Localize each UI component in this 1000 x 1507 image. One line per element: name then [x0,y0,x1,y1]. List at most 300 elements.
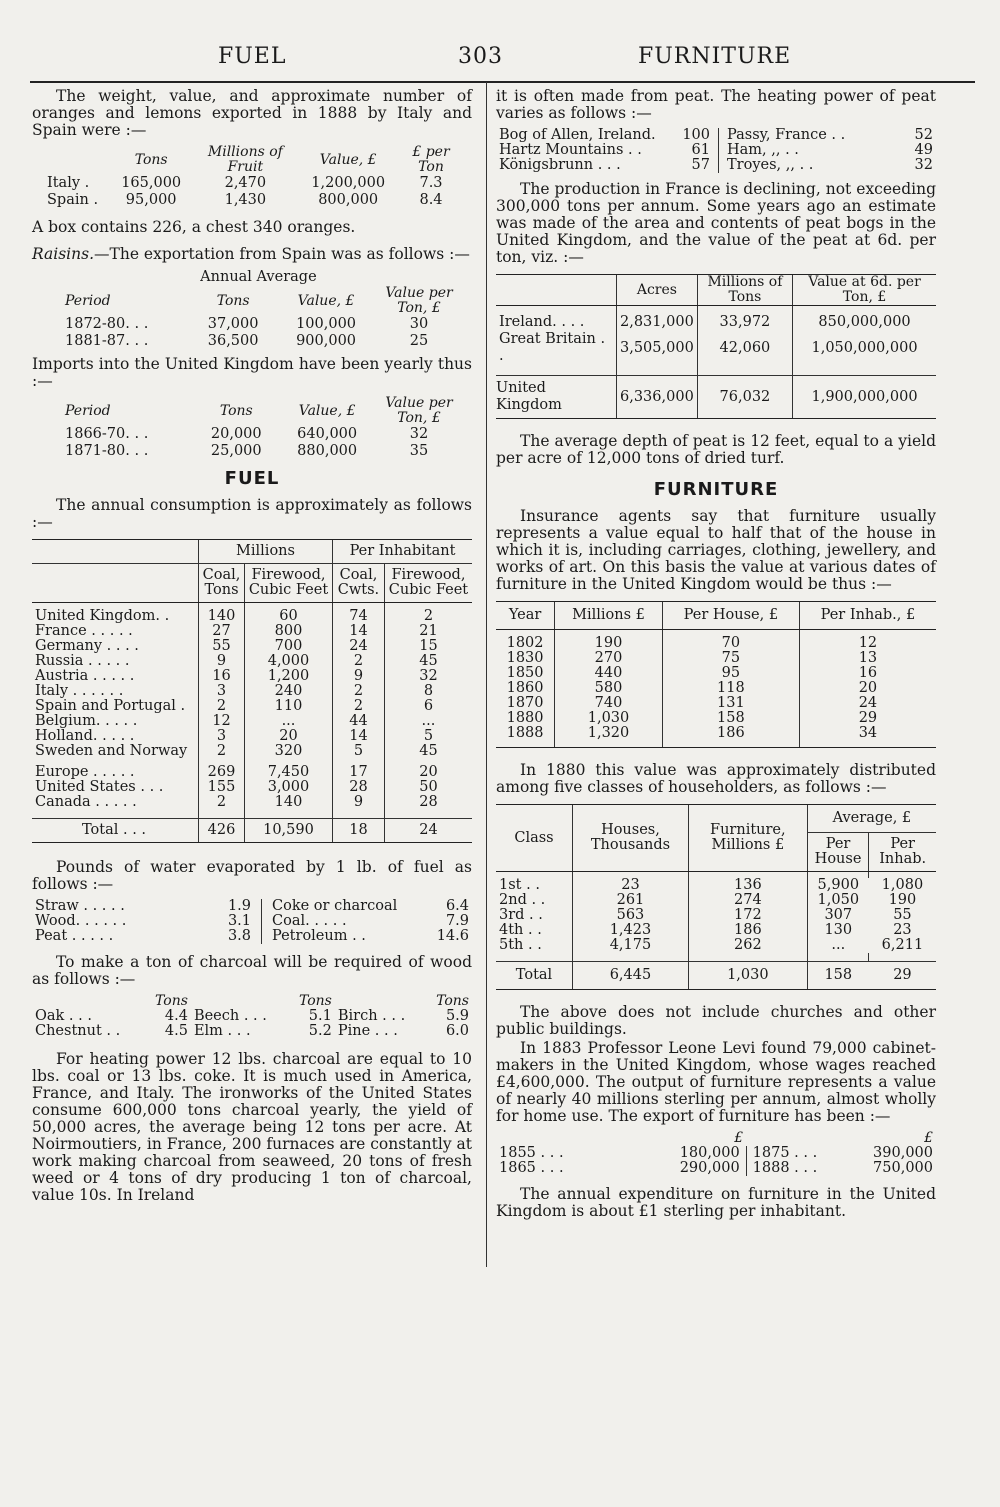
raisins-supertitle: Annual Average [200,269,317,285]
table-cell: 9 [333,669,385,684]
table-row [496,1161,936,1176]
table-cell: 8.4 [419,192,443,208]
table-cell: 5 [384,729,472,744]
table-cell: 3 [199,684,245,699]
left-column [32,88,472,1210]
table-cell: 25,000 [210,443,262,459]
imports-table [62,396,462,460]
class-header-average: Average, £ [807,805,936,833]
depth-para: The average depth of peat is 12 feet, equal to a yield per acre of 12,000 tons of dried turf. [496,432,936,467]
table-cell: 1,050 [807,893,869,908]
table-row [496,651,936,666]
table-row [32,765,472,780]
table-cell: 5.2 [308,1023,332,1039]
running-head-left: FUEL [218,44,287,69]
table-cell: 2,831,000 [617,314,698,331]
oranges-table [44,145,464,209]
furniture-section-title: FURNITURE [653,479,779,500]
table-row [32,669,472,684]
box-note: A box contains 226, a chest 340 oranges. [32,218,356,236]
bogs-header-acres: Acres [617,275,698,306]
table-cell: 12 [799,636,936,651]
raisins-header-value: Value, £ [297,292,355,309]
class-header-per-house: Per House [807,833,869,872]
table-cell: 9 [199,654,245,669]
table-cell: 3,000 [244,780,332,795]
table-row [32,929,472,944]
export-head-pound: £ [734,1130,744,1146]
table-cell: 17 [333,765,385,780]
table-cell: Spain and Portugal . [35,698,186,714]
table-cell: 37,000 [207,316,259,332]
table-cell: 1850 [506,665,544,681]
table-cell: Belgium. . . . . [35,713,138,729]
table-cell: Wood. . . . . . [35,913,127,929]
table-row [496,681,936,696]
table-cell: 1866-70. . . [65,426,149,442]
table-row [496,1146,936,1161]
table-cell: 23 [573,878,689,893]
table-row-total [496,962,936,990]
table-cell: Total . . . [32,819,199,843]
raisins-header-per-ton: Value per Ton, £ [385,285,453,316]
table-row [32,684,472,699]
table-cell: 640,000 [297,426,358,442]
imports-header-period: Period [65,402,111,419]
table-cell: Birch . . . [337,1008,406,1024]
table-row [32,609,472,624]
table-cell: 45 [384,654,472,669]
table-cell: 14.6 [436,928,469,944]
table-cell: 140 [199,609,245,624]
table-cell: 6,336,000 [617,376,698,419]
table-row [32,899,472,914]
table-cell: 1.9 [227,898,251,914]
table-cell: 60 [244,609,332,624]
table-cell: Italy . [47,175,90,191]
table-row [32,795,472,810]
table-cell: 118 [662,681,799,696]
class-header-per-inhab: Per Inhab. [869,833,936,872]
table-row [32,1024,472,1039]
table-cell: 13 [799,651,936,666]
table-row [496,143,936,158]
fuel-consumption-table [32,539,472,843]
table-cell: 158 [807,962,869,990]
table-row [62,443,462,460]
table-cell: Holland. . . . . [35,728,135,744]
table-cell: 740 [555,696,663,711]
table-row [496,878,936,893]
table-cell: 24 [384,819,472,843]
table-cell: 2 [333,699,385,714]
table-cell: Great Britain . . [499,331,606,364]
table-cell: 320 [244,744,332,759]
table-row [496,908,936,923]
table-cell: Austria . . . . . [35,668,135,684]
fuel-header-coal-cwts: Coal, Cwts. [333,564,385,603]
raisins-label: Raisins. [32,245,94,263]
table-cell: 20,000 [210,426,262,442]
table-cell: 6,211 [881,937,924,953]
table-row [32,744,472,759]
table-cell: 5.1 [308,1008,332,1024]
table-cell: 136 [688,878,807,893]
table-cell: 2nd . . [499,892,546,908]
table-cell: 74 [333,609,385,624]
table-cell: Oak . . . [35,1008,92,1024]
table-cell: 3.8 [227,928,251,944]
table-cell: 20 [799,681,936,696]
table-cell: 2 [199,795,245,810]
raisins-text: —The exportation from Spain was as follows :— [94,245,470,263]
column-divider [486,82,487,1267]
class-header-furniture: Furniture, Millions £ [688,805,807,872]
table-cell: Europe . . . . . [35,764,135,780]
table-row [32,780,472,795]
water-table [32,899,472,944]
table-cell: 4,000 [244,654,332,669]
table-cell: Spain . [47,192,99,208]
table-cell: Troyes, ,, . . [719,158,902,173]
table-cell: 10,590 [244,819,332,843]
table-cell: 800,000 [318,192,379,208]
table-cell: 1,900,000,000 [793,376,936,419]
table-cell: 28 [333,780,385,795]
heating-para: For heating power 12 lbs. charcoal are equal to 10 lbs. coal or 13 lbs. coke. It is much used in America, France, and Italy. The ironworks of the United States consume 600,000 tons charcoal yearly, the yield of 50,000 acres, the average being 12 tons per acre. At Noirmoutiers, in France, 200 furnaces are constantly at work making charcoal from seaweed, 20 tons of fresh weed or 4 tons of dry producing 1 ton of charcoal, value 10s. In Ireland [32,1050,472,1204]
table-row [496,893,936,908]
header-rule [30,81,975,83]
table-cell: 44 [333,714,385,729]
furniture-header-per-house: Per House, £ [662,602,799,630]
raisins-para [32,246,472,263]
table-cell: 1888 [506,725,544,741]
raisins-header-tons: Tons [216,292,250,309]
table-cell: Italy . . . . . . [35,683,124,699]
table-cell: 2 [199,744,245,759]
table-cell: 110 [244,699,332,714]
table-cell: 36,500 [207,333,259,349]
table-row [44,175,464,192]
table-cell: Petroleum . . [262,929,427,944]
table-cell: 3,505,000 [617,331,698,365]
table-cell: 45 [384,744,472,759]
table-cell: Canada . . . . . [35,794,137,810]
table-cell: Bog of Allen, Ireland. [499,127,656,143]
table-cell: 1,430 [224,192,267,208]
export-table [496,1131,936,1176]
table-cell: 274 [688,893,807,908]
table-cell: 140 [244,795,332,810]
table-cell: 240 [244,684,332,699]
table-row [32,654,472,669]
class-header-houses: Houses, Thousands [573,805,689,872]
table-cell: 6,445 [573,962,689,990]
table-cell: 32 [384,669,472,684]
table-cell: 700 [244,639,332,654]
table-cell: 158 [662,711,799,726]
table-cell: Ham, ,, . . [719,143,902,158]
bogs-table [496,274,936,419]
table-cell: 33,972 [697,314,792,331]
table-cell: 14 [333,624,385,639]
table-cell: 100,000 [296,316,357,332]
table-row [62,333,462,350]
table-cell: 130 [807,923,869,938]
table-cell: 23 [893,922,912,938]
oranges-intro: The weight, value, and approximate number of oranges and lemons exported in 1888 by Italy and Spain were :— [32,87,472,139]
table-cell: ... [807,938,869,953]
table-cell: 12 [199,714,245,729]
table-row [496,923,936,938]
table-row [496,314,936,331]
table-cell: ... [244,714,332,729]
table-cell: 57 [691,157,710,173]
table-cell: 262 [688,938,807,953]
table-cell: 95,000 [125,192,177,208]
table-cell: 24 [799,696,936,711]
table-cell: Ireland. . . . [499,314,585,330]
fuel-section-title: FUEL [224,468,280,489]
table-cell: 1871-80. . . [65,443,149,459]
class-header-class: Class [496,805,573,872]
table-cell: 7,450 [244,765,332,780]
oranges-header-per-ton: £ per Ton [412,144,450,175]
churches-para: The above does not include churches and other public buildings. [496,1003,936,1038]
water-intro: Pounds of water evaporated by 1 lb. of fuel as follows :— [32,858,472,893]
table-row [32,624,472,639]
table-row-total [496,376,936,419]
table-cell: 1,030 [555,711,663,726]
table-cell: 180,000 [679,1145,740,1161]
table-cell: 1830 [506,650,544,666]
table-cell: 32 [409,426,429,442]
table-cell: 850,000,000 [793,314,936,331]
table-cell: 1,200,000 [311,175,386,191]
table-row [32,1009,472,1024]
class-table [496,804,936,990]
table-cell: 1,050,000,000 [793,331,936,365]
table-row [32,699,472,714]
table-cell: 42,060 [697,331,792,365]
table-cell: 155 [199,780,245,795]
table-cell: 580 [555,681,663,696]
table-row [496,636,936,651]
table-cell: 6.4 [445,898,469,914]
table-cell: 5 [333,744,385,759]
distribution-para: In 1880 this value was approximately distributed among five classes of householders, as follows :— [496,761,936,796]
table-row [496,711,936,726]
table-cell: 21 [384,624,472,639]
fuel-group-per-inhabitant: Per Inhabitant [333,540,473,564]
table-cell: Germany . . . . [35,638,139,654]
imports-header-per-ton: Value per Ton, £ [385,395,453,426]
table-cell: 1888 . . . [746,1161,846,1176]
imports-header-tons: Tons [219,402,253,419]
table-cell: Pine . . . [337,1023,398,1039]
table-cell: 190 [555,636,663,651]
raisins-header-period: Period [65,292,111,309]
table-cell: Elm . . . [193,1023,251,1039]
table-cell: 1870 [506,695,544,711]
table-cell: France . . . . . [35,623,133,639]
table-cell: 2 [384,609,472,624]
table-cell: 165,000 [121,175,182,191]
table-cell: 32 [914,157,933,173]
table-cell: 1872-80. . . [65,316,149,332]
table-cell: 3rd . . [499,907,543,923]
table-cell: Straw . . . . . [35,898,125,914]
table-cell: 290,000 [679,1160,740,1176]
page-number: 303 [458,44,503,69]
table-cell: Coal. . . . . [262,914,427,929]
table-cell: 1,320 [555,726,663,741]
peat-table [496,128,936,173]
table-row [32,914,472,929]
page-header [30,44,975,74]
table-cell: 3 [199,729,245,744]
table-row [32,639,472,654]
table-row [496,666,936,681]
table-cell: 261 [573,893,689,908]
charcoal-intro: To make a ton of charcoal will be required of wood as follows :— [32,953,472,988]
table-cell: 16 [199,669,245,684]
table-cell: United States . . . [35,779,164,795]
table-cell: 7.3 [419,175,443,191]
production-para: The production in France is declining, not exceeding 300,000 tons per annum. Some years ago an estimate was made of the area and contents of peat bogs in the United Kingdom, and the value of the peat at 6d. per ton, viz. :— [496,180,936,266]
table-cell: 4.5 [164,1023,188,1039]
table-cell: 6 [384,699,472,714]
table-row [32,714,472,729]
imports-header-value: Value, £ [298,402,356,419]
table-cell: 270 [555,651,663,666]
table-cell: 5th . . [499,937,542,953]
table-cell: 30 [409,316,429,332]
table-cell: 1881-87. . . [65,333,149,349]
table-cell: 35 [409,443,429,459]
table-cell: Königsbrunn . . . [499,157,621,173]
insurance-para: Insurance agents say that furniture usually represents a value equal to half that of the house in which it is, including carriages, clothing, jewellery, and works of art. On this basis the value at various dates of furniture in the United Kingdom would be thus :— [496,507,936,593]
table-cell: 52 [914,127,933,143]
table-cell: 100 [682,127,710,143]
expenditure-para: The annual expenditure on furniture in the United Kingdom is about £1 sterling per inhabitant. [496,1185,936,1220]
table-cell: United Kingdom [496,376,617,419]
fuel-header-firewood: Firewood, Cubic Feet [244,564,332,603]
table-cell: 1865 . . . [499,1160,564,1176]
bogs-header-value: Value at 6d. per Ton, £ [793,275,936,306]
table-cell: 2 [333,654,385,669]
table-cell: 20 [244,729,332,744]
table-row [496,726,936,741]
table-cell: 28 [384,795,472,810]
table-cell: 1,423 [573,923,689,938]
levi-para: In 1883 Professor Leone Levi found 79,000 cabinet-makers in the United Kingdom, whose wages reached £4,600,000. The output of furniture represents a value of nearly 40 millions sterling per annum, almost wholly for home use. The export of furniture has been :— [496,1039,936,1125]
table-cell: ... [384,714,472,729]
table-cell: Beech . . . [193,1008,267,1024]
table-cell: Coke or charcoal [262,899,427,914]
table-cell: 3.1 [227,913,251,929]
furniture-header-per-inhab: Per Inhab., £ [799,602,936,630]
export-head-pound: £ [924,1130,933,1146]
table-cell: Chestnut . . [35,1023,121,1039]
table-cell: 1,030 [688,962,807,990]
table-row [32,729,472,744]
table-cell: 190 [888,892,917,908]
table-cell: 16 [799,666,936,681]
table-cell: 1860 [506,680,544,696]
table-cell: United Kingdom. . [35,608,170,624]
table-cell: 29 [799,711,936,726]
charcoal-head-tons: Tons [436,993,469,1009]
fuel-intro: The annual consumption is approximately as follows :— [32,496,472,531]
table-cell: 55 [199,639,245,654]
table-cell: 269 [199,765,245,780]
table-cell: Hartz Mountains . . [499,142,642,158]
table-cell: 800 [244,624,332,639]
imports-text: Imports into the United Kingdom have been yearly thus :— [32,355,472,390]
fuel-header-firewood-inhab: Firewood, Cubic Feet [384,564,472,603]
table-cell: 2 [199,699,245,714]
table-cell: 76,032 [697,376,792,419]
table-cell: Russia . . . . . [35,653,130,669]
table-cell: 8 [384,684,472,699]
table-cell: 2,470 [224,175,267,191]
bogs-header-tons: Millions of Tons [697,275,792,306]
table-cell: 4,175 [573,938,689,953]
table-row [496,938,936,953]
table-cell: 70 [662,636,799,651]
table-cell: 75 [662,651,799,666]
oranges-header-fruit: Millions of Fruit [207,144,283,175]
table-cell: 7.9 [445,913,469,929]
table-cell: 6.0 [445,1023,469,1039]
table-cell: 4th . . [499,922,542,938]
furniture-header-millions: Millions £ [555,602,663,630]
table-cell: 186 [662,726,799,741]
table-cell: 2 [333,684,385,699]
fuel-group-millions: Millions [199,540,333,564]
table-cell: 25 [409,333,429,349]
oranges-header-value: Value, £ [319,151,377,168]
charcoal-head-tons: Tons [298,993,332,1009]
table-row [44,192,464,209]
table-cell: 1880 [506,710,544,726]
table-cell: 24 [333,639,385,654]
table-cell: 172 [688,908,807,923]
table-cell: 440 [555,666,663,681]
table-cell: 307 [807,908,869,923]
table-cell: 29 [869,962,936,990]
table-row [496,128,936,143]
table-cell: 750,000 [873,1160,933,1176]
table-row-total [32,819,472,843]
table-cell: 1855 . . . [499,1145,564,1161]
table-cell: 50 [384,780,472,795]
table-cell: 4.4 [164,1008,188,1024]
table-cell: 131 [662,696,799,711]
table-cell: 9 [333,795,385,810]
table-cell: 186 [688,923,807,938]
table-row [496,158,936,173]
furniture-header-year: Year [496,602,555,630]
table-row [62,426,462,443]
table-cell: Passy, France . . [719,128,902,143]
furniture-value-table [496,601,936,748]
charcoal-table [32,994,472,1039]
table-cell: 880,000 [297,443,358,459]
table-cell: 1875 . . . [746,1146,846,1161]
table-cell: 1st . . [499,877,540,893]
